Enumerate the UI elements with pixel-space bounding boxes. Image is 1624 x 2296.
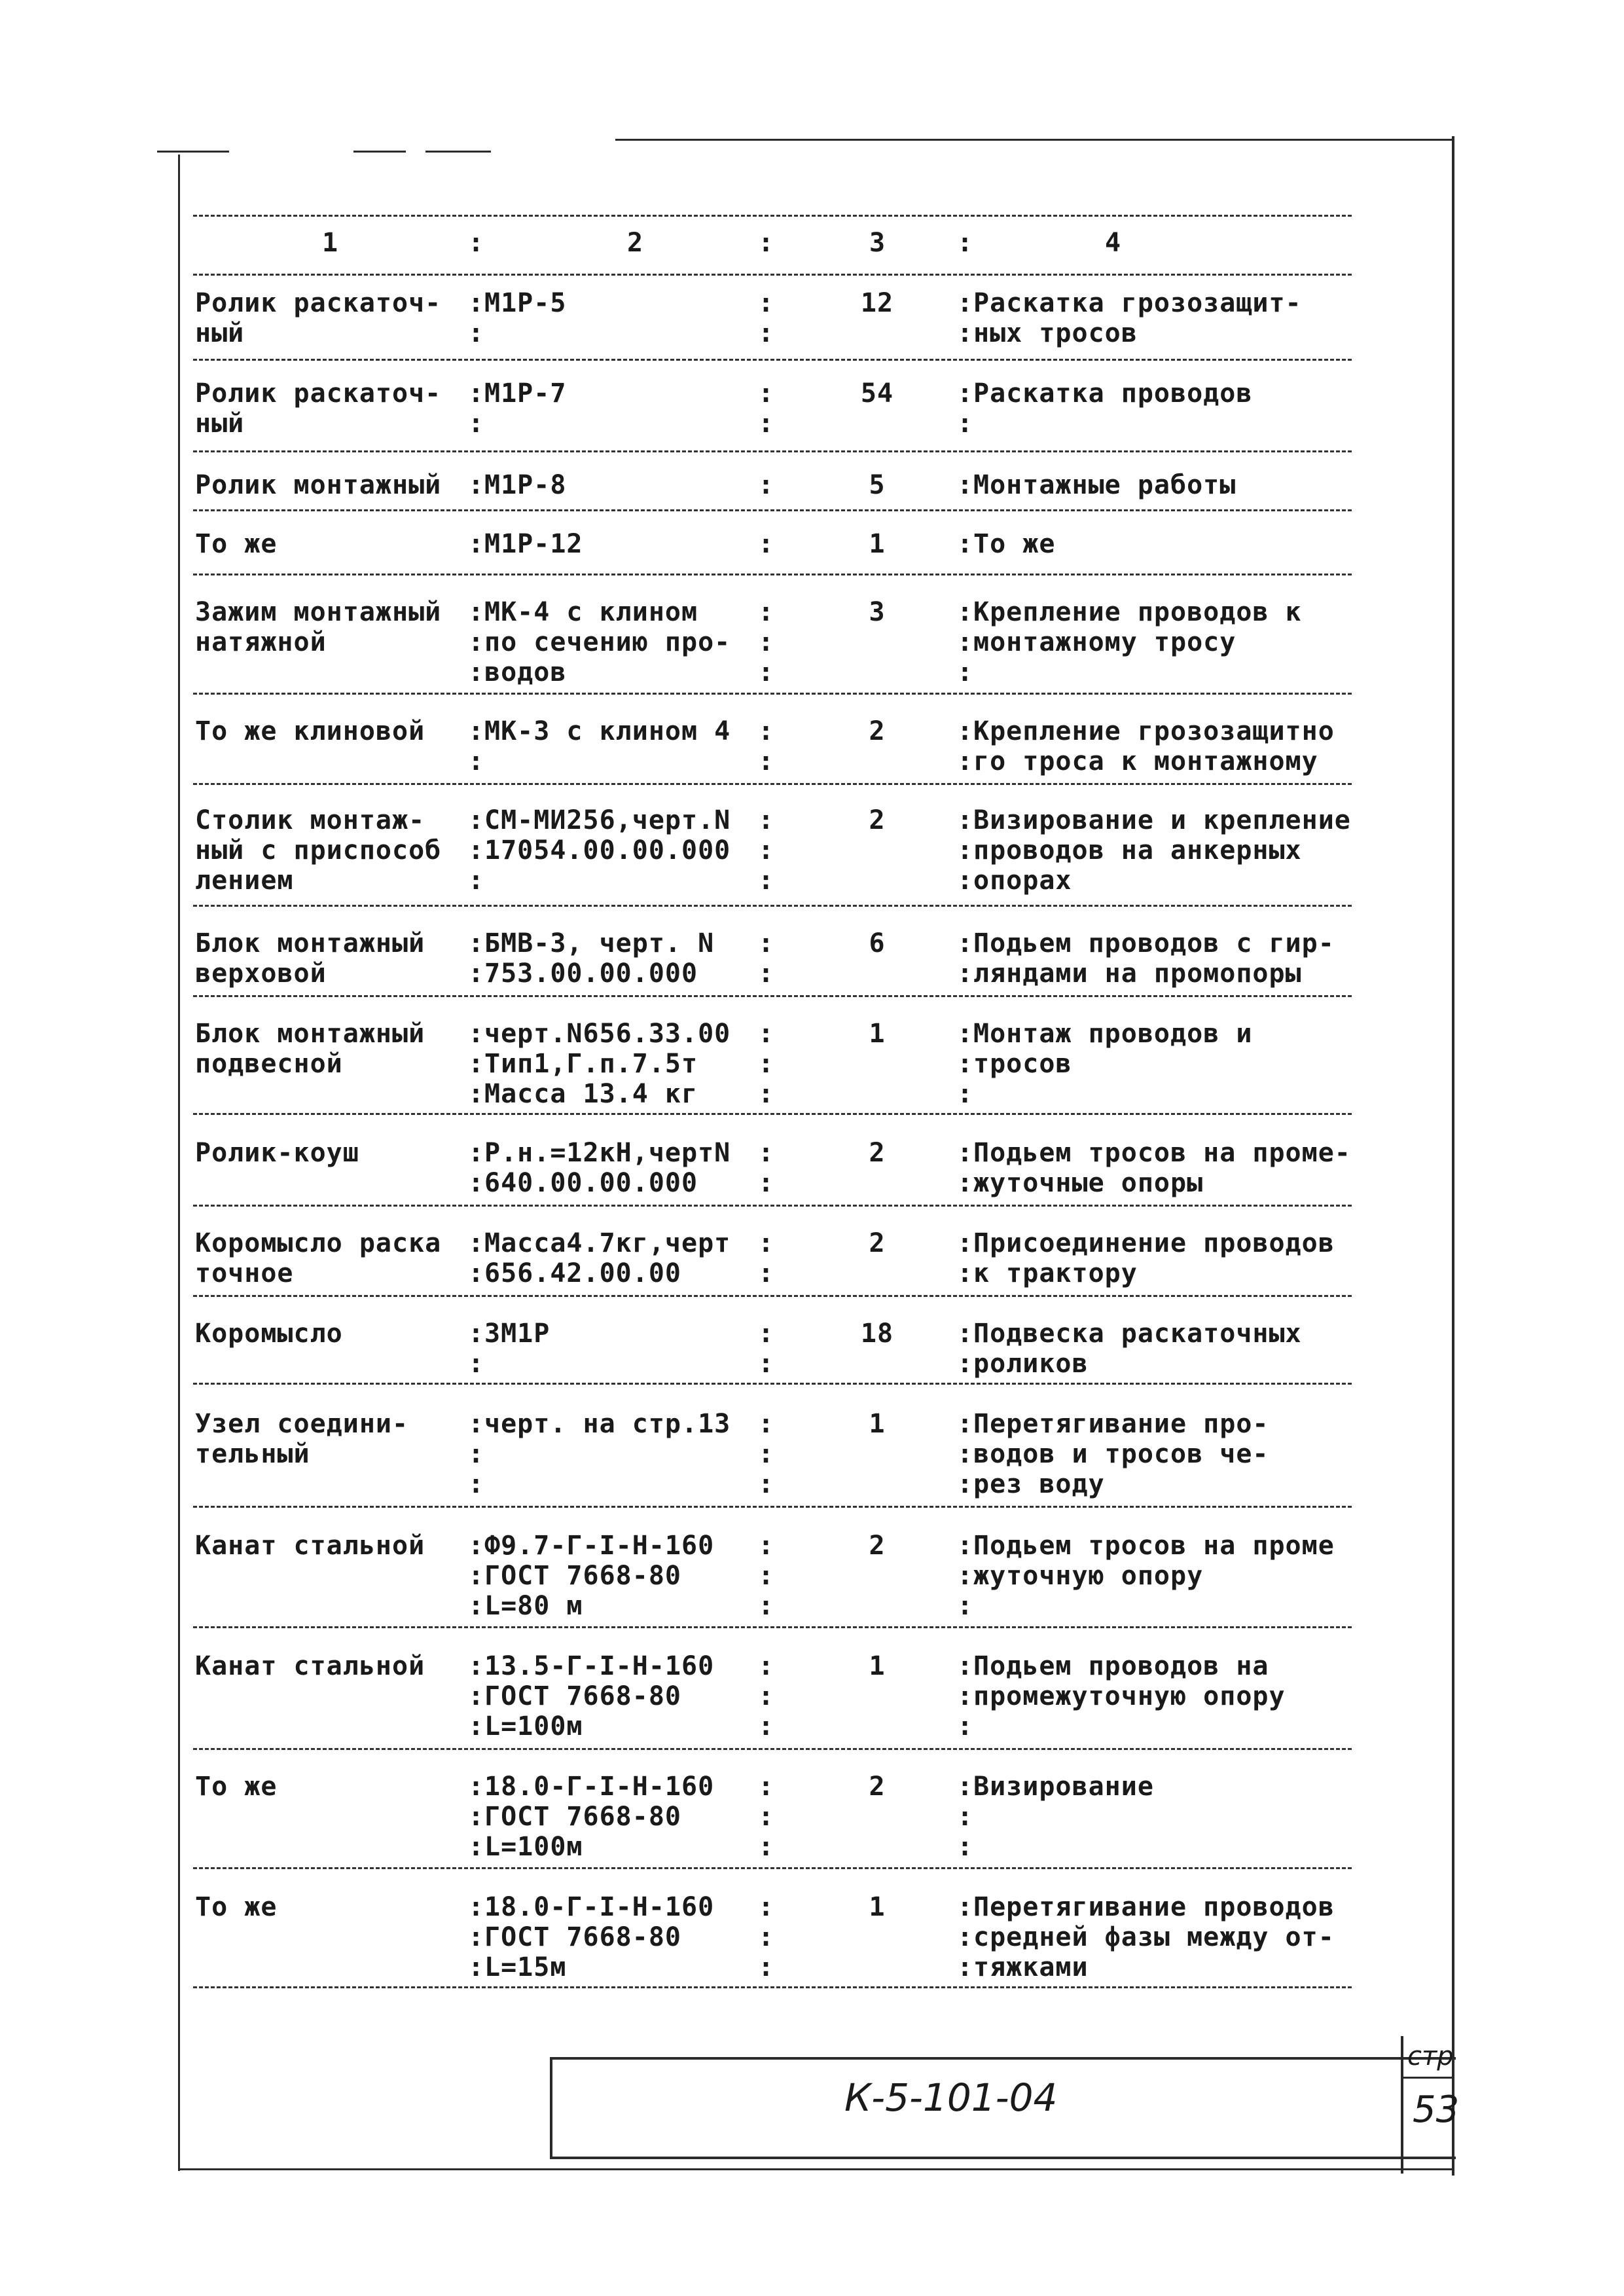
item-purpose: средней фазы между от- bbox=[973, 1922, 1335, 1952]
column-separator: : bbox=[468, 1892, 485, 1922]
item-purpose: Раскатка проводов bbox=[973, 378, 1253, 409]
item-name: То же bbox=[195, 529, 278, 559]
column-separator: : bbox=[468, 1922, 485, 1952]
item-purpose: То же bbox=[973, 529, 1056, 559]
column-separator: : bbox=[957, 958, 974, 989]
column-separator: : bbox=[957, 228, 974, 258]
column-separator: : bbox=[758, 805, 775, 835]
column-separator: : bbox=[957, 1802, 974, 1832]
item-spec: М1Р-8 bbox=[484, 470, 567, 500]
column-separator: : bbox=[758, 1802, 775, 1832]
item-name: тельный bbox=[195, 1439, 310, 1469]
column-separator: : bbox=[468, 1439, 485, 1469]
column-separator: : bbox=[758, 1591, 775, 1621]
item-purpose: Раскатка грозозащит- bbox=[973, 288, 1302, 318]
item-purpose: жуточные опоры bbox=[973, 1168, 1204, 1198]
column-separator: : bbox=[758, 866, 775, 896]
column-separator: : bbox=[957, 1349, 974, 1379]
row-separator-rule bbox=[193, 1506, 1352, 1508]
item-name: натяжной bbox=[195, 627, 327, 657]
item-name: То же клиновой bbox=[195, 716, 425, 746]
column-separator: : bbox=[758, 288, 775, 318]
row-separator-rule bbox=[193, 1867, 1352, 1869]
item-quantity: 1 bbox=[869, 1019, 886, 1049]
item-name: Коромысло bbox=[195, 1319, 343, 1349]
item-purpose: тяжками bbox=[973, 1952, 1089, 1982]
item-name: Коромысло раска bbox=[195, 1228, 442, 1258]
item-spec: ГОСТ 7668-80 bbox=[484, 1681, 681, 1711]
row-separator-rule bbox=[193, 995, 1352, 997]
column-separator: : bbox=[468, 1651, 485, 1681]
header-col-2: 2 bbox=[627, 228, 644, 258]
column-separator: : bbox=[758, 746, 775, 776]
item-quantity: 2 bbox=[869, 716, 886, 746]
column-separator: : bbox=[758, 1049, 775, 1079]
item-name: верховой bbox=[195, 958, 327, 989]
column-separator: : bbox=[957, 288, 974, 318]
item-spec: 18.0-Г-I-Н-160 bbox=[484, 1892, 715, 1922]
column-separator: : bbox=[957, 1138, 974, 1168]
column-separator: : bbox=[468, 1772, 485, 1802]
row-separator-rule bbox=[193, 1205, 1352, 1207]
row-separator-rule bbox=[193, 1626, 1352, 1628]
item-spec: ГОСТ 7668-80 bbox=[484, 1802, 681, 1832]
column-separator: : bbox=[468, 805, 485, 835]
item-quantity: 5 bbox=[869, 470, 886, 500]
column-separator: : bbox=[957, 1591, 974, 1621]
column-separator: : bbox=[758, 529, 775, 559]
item-quantity: 1 bbox=[869, 529, 886, 559]
column-separator: : bbox=[468, 1409, 485, 1439]
item-name: Узел соедини- bbox=[195, 1409, 409, 1439]
column-separator: : bbox=[758, 1561, 775, 1591]
item-quantity: 54 bbox=[860, 378, 894, 409]
column-separator: : bbox=[758, 409, 775, 439]
column-separator: : bbox=[468, 928, 485, 958]
column-separator: : bbox=[957, 1531, 974, 1561]
item-name: То же bbox=[195, 1772, 278, 1802]
column-separator: : bbox=[758, 1531, 775, 1561]
item-spec: L=80 м bbox=[484, 1591, 583, 1621]
table-top-rule bbox=[193, 215, 1352, 217]
item-name: ный bbox=[195, 318, 245, 348]
item-purpose: Монтажные работы bbox=[973, 470, 1236, 500]
header-col-1: 1 bbox=[322, 228, 339, 258]
column-separator: : bbox=[957, 1681, 974, 1711]
item-quantity: 2 bbox=[869, 805, 886, 835]
column-separator: : bbox=[468, 1681, 485, 1711]
column-separator: : bbox=[468, 1711, 485, 1741]
column-separator: : bbox=[468, 866, 485, 896]
column-separator: : bbox=[957, 1832, 974, 1862]
column-separator: : bbox=[758, 716, 775, 746]
frame-top-border-segment bbox=[353, 151, 406, 153]
item-name: ный bbox=[195, 409, 245, 439]
column-separator: : bbox=[758, 1439, 775, 1469]
column-separator: : bbox=[758, 1319, 775, 1349]
item-name: Ролик-коуш bbox=[195, 1138, 359, 1168]
column-separator: : bbox=[468, 1319, 485, 1349]
item-name: Канат стальной bbox=[195, 1651, 425, 1681]
item-spec: БМВ-3, черт. N bbox=[484, 928, 715, 958]
item-quantity: 2 bbox=[869, 1138, 886, 1168]
column-separator: : bbox=[468, 597, 485, 627]
column-separator: : bbox=[957, 835, 974, 866]
item-name: Зажим монтажный bbox=[195, 597, 442, 627]
column-separator: : bbox=[957, 1049, 974, 1079]
column-separator: : bbox=[758, 1349, 775, 1379]
column-separator: : bbox=[758, 1651, 775, 1681]
column-separator: : bbox=[758, 627, 775, 657]
item-name: подвесной bbox=[195, 1049, 343, 1079]
column-separator: : bbox=[468, 378, 485, 409]
column-separator: : bbox=[758, 1952, 775, 1982]
column-separator: : bbox=[468, 746, 485, 776]
row-separator-rule bbox=[193, 693, 1352, 695]
item-spec: L=100м bbox=[484, 1832, 583, 1862]
item-spec: 753.00.00.000 bbox=[484, 958, 698, 989]
frame-top-border-segment bbox=[157, 151, 229, 153]
column-separator: : bbox=[957, 378, 974, 409]
item-purpose: рез воду bbox=[973, 1469, 1105, 1499]
item-purpose: промежуточную опору bbox=[973, 1681, 1286, 1711]
column-separator: : bbox=[957, 529, 974, 559]
item-spec: черт.N656.33.00 bbox=[484, 1019, 731, 1049]
column-separator: : bbox=[957, 1228, 974, 1258]
column-separator: : bbox=[468, 1832, 485, 1862]
row-separator-rule bbox=[193, 450, 1352, 452]
item-purpose: Перетягивание про- bbox=[973, 1409, 1269, 1439]
column-separator: : bbox=[758, 1832, 775, 1862]
item-name: Канат стальной bbox=[195, 1531, 425, 1561]
item-spec: Масса4.7кг,черт bbox=[484, 1228, 731, 1258]
column-separator: : bbox=[468, 1561, 485, 1591]
column-separator: : bbox=[468, 409, 485, 439]
column-separator: : bbox=[758, 597, 775, 627]
column-separator: : bbox=[957, 1168, 974, 1198]
item-name: ный с приспособ bbox=[195, 835, 442, 866]
item-purpose: к трактору bbox=[973, 1258, 1138, 1288]
document-code: К-5-101-04 bbox=[844, 2075, 1058, 2120]
column-separator: : bbox=[957, 1079, 974, 1109]
header-col-4: 4 bbox=[1105, 228, 1122, 258]
item-spec: 17054.00.00.000 bbox=[484, 835, 731, 866]
column-separator: : bbox=[957, 627, 974, 657]
column-separator: : bbox=[758, 1711, 775, 1741]
column-separator: : bbox=[468, 1049, 485, 1079]
column-separator: : bbox=[957, 470, 974, 500]
item-purpose: монтажному тросу bbox=[973, 627, 1236, 657]
column-separator: : bbox=[468, 958, 485, 989]
item-spec: черт. на стр.13 bbox=[484, 1409, 731, 1439]
header-rule bbox=[193, 274, 1352, 276]
item-name: Ролик раскаточ- bbox=[195, 378, 442, 409]
item-quantity: 1 bbox=[869, 1409, 886, 1439]
column-separator: : bbox=[468, 627, 485, 657]
item-spec: МК-3 с клином 4 bbox=[484, 716, 731, 746]
item-purpose: Присоединение проводов bbox=[973, 1228, 1335, 1258]
column-separator: : bbox=[468, 657, 485, 687]
item-spec: 656.42.00.00 bbox=[484, 1258, 681, 1288]
column-separator: : bbox=[758, 378, 775, 409]
column-separator: : bbox=[957, 1409, 974, 1439]
column-separator: : bbox=[758, 1168, 775, 1198]
column-separator: : bbox=[758, 1409, 775, 1439]
column-separator: : bbox=[758, 928, 775, 958]
item-purpose: Подьем проводов на bbox=[973, 1651, 1269, 1681]
item-name: Столик монтаж- bbox=[195, 805, 425, 835]
item-purpose: Подьем тросов на проме bbox=[973, 1531, 1335, 1561]
column-separator: : bbox=[468, 1019, 485, 1049]
title-block-divider bbox=[1401, 2036, 1403, 2174]
column-separator: : bbox=[957, 928, 974, 958]
column-separator: : bbox=[468, 529, 485, 559]
column-separator: : bbox=[758, 1922, 775, 1952]
column-separator: : bbox=[758, 1469, 775, 1499]
column-separator: : bbox=[758, 228, 775, 258]
item-quantity: 2 bbox=[869, 1228, 886, 1258]
column-separator: : bbox=[758, 318, 775, 348]
item-quantity: 2 bbox=[869, 1531, 886, 1561]
column-separator: : bbox=[468, 1228, 485, 1258]
column-separator: : bbox=[468, 470, 485, 500]
column-separator: : bbox=[468, 1258, 485, 1288]
column-separator: : bbox=[957, 805, 974, 835]
item-name: лением bbox=[195, 866, 294, 896]
column-separator: : bbox=[468, 228, 485, 258]
column-separator: : bbox=[468, 318, 485, 348]
item-purpose: проводов на анкерных bbox=[973, 835, 1302, 866]
column-separator: : bbox=[957, 1019, 974, 1049]
column-separator: : bbox=[468, 1952, 485, 1982]
item-quantity: 3 bbox=[869, 597, 886, 627]
item-quantity: 1 bbox=[869, 1892, 886, 1922]
item-purpose: ных тросов bbox=[973, 318, 1138, 348]
item-purpose: водов и тросов че- bbox=[973, 1439, 1269, 1469]
item-spec: L=15м bbox=[484, 1952, 567, 1982]
column-separator: : bbox=[468, 1168, 485, 1198]
column-separator: : bbox=[758, 1258, 775, 1288]
column-separator: : bbox=[758, 1228, 775, 1258]
item-quantity: 2 bbox=[869, 1772, 886, 1802]
column-separator: : bbox=[957, 1561, 974, 1591]
column-separator: : bbox=[957, 1892, 974, 1922]
column-separator: : bbox=[758, 1079, 775, 1109]
item-spec: СМ-МИ256,черт.N bbox=[484, 805, 731, 835]
column-separator: : bbox=[758, 1138, 775, 1168]
item-quantity: 6 bbox=[869, 928, 886, 958]
column-separator: : bbox=[957, 318, 974, 348]
item-purpose: Визирование bbox=[973, 1772, 1154, 1802]
column-separator: : bbox=[758, 470, 775, 500]
column-separator: : bbox=[758, 1892, 775, 1922]
column-separator: : bbox=[758, 1019, 775, 1049]
item-purpose: роликов bbox=[973, 1349, 1089, 1379]
column-separator: : bbox=[758, 1681, 775, 1711]
item-purpose: Подвеска раскаточных bbox=[973, 1319, 1302, 1349]
item-spec: 3М1Р bbox=[484, 1319, 550, 1349]
item-quantity: 18 bbox=[860, 1319, 894, 1349]
item-spec: Масса 13.4 кг bbox=[484, 1079, 698, 1109]
item-purpose: ляндами на промопоры bbox=[973, 958, 1302, 989]
column-separator: : bbox=[957, 866, 974, 896]
column-separator: : bbox=[957, 1952, 974, 1982]
row-separator-rule bbox=[193, 1383, 1352, 1385]
frame-top-border-segment bbox=[615, 139, 1453, 141]
column-separator: : bbox=[758, 657, 775, 687]
item-purpose: жуточную опору bbox=[973, 1561, 1204, 1591]
row-separator-rule bbox=[193, 574, 1352, 575]
column-separator: : bbox=[468, 1349, 485, 1379]
row-separator-rule bbox=[193, 905, 1352, 907]
column-separator: : bbox=[957, 1922, 974, 1952]
column-separator: : bbox=[957, 1258, 974, 1288]
column-separator: : bbox=[957, 1469, 974, 1499]
frame-top-border-segment bbox=[425, 151, 491, 153]
column-separator: : bbox=[957, 597, 974, 627]
item-name: То же bbox=[195, 1892, 278, 1922]
title-block-page-separator bbox=[1401, 2077, 1453, 2079]
item-purpose: Крепление грозозащитно bbox=[973, 716, 1335, 746]
row-separator-rule bbox=[193, 783, 1352, 785]
item-spec: МК-4 с клином bbox=[484, 597, 698, 627]
row-separator-rule bbox=[193, 359, 1352, 361]
item-purpose: опорах bbox=[973, 866, 1072, 896]
item-quantity: 1 bbox=[869, 1651, 886, 1681]
item-spec: по сечению про- bbox=[484, 627, 731, 657]
item-spec: водов bbox=[484, 657, 567, 687]
row-separator-rule bbox=[193, 1295, 1352, 1297]
header-col-3: 3 bbox=[869, 228, 886, 258]
item-name: Ролик раскаточ- bbox=[195, 288, 442, 318]
column-separator: : bbox=[468, 288, 485, 318]
item-spec: М1Р-7 bbox=[484, 378, 567, 409]
column-separator: : bbox=[468, 1591, 485, 1621]
row-separator-rule bbox=[193, 1748, 1352, 1750]
column-separator: : bbox=[957, 1711, 974, 1741]
item-name: точное bbox=[195, 1258, 294, 1288]
item-spec: L=100м bbox=[484, 1711, 583, 1741]
item-purpose: Подьем проводов с гир- bbox=[973, 928, 1335, 958]
column-separator: : bbox=[758, 835, 775, 866]
column-separator: : bbox=[468, 1802, 485, 1832]
column-separator: : bbox=[468, 835, 485, 866]
column-separator: : bbox=[957, 716, 974, 746]
row-separator-rule bbox=[193, 1113, 1352, 1115]
column-separator: : bbox=[468, 716, 485, 746]
frame-right-border bbox=[1452, 136, 1454, 2176]
item-spec: Ф9.7-Г-I-Н-160 bbox=[484, 1531, 715, 1561]
item-purpose: тросов bbox=[973, 1049, 1072, 1079]
column-separator: : bbox=[468, 1079, 485, 1109]
column-separator: : bbox=[957, 1651, 974, 1681]
item-spec: 640.00.00.000 bbox=[484, 1168, 698, 1198]
item-spec: 13.5-Г-I-Н-160 bbox=[484, 1651, 715, 1681]
item-spec: Р.н.=12кН,чертN bbox=[484, 1138, 731, 1168]
item-spec: М1Р-12 bbox=[484, 529, 583, 559]
item-quantity: 12 bbox=[860, 288, 894, 318]
row-separator-rule bbox=[193, 509, 1352, 511]
column-separator: : bbox=[468, 1531, 485, 1561]
item-spec: М1Р-5 bbox=[484, 288, 567, 318]
item-purpose: Перетягивание проводов bbox=[973, 1892, 1335, 1922]
column-separator: : bbox=[957, 1439, 974, 1469]
row-separator-rule bbox=[193, 1986, 1352, 1988]
item-purpose: Крепление проводов к bbox=[973, 597, 1302, 627]
column-separator: : bbox=[957, 1319, 974, 1349]
column-separator: : bbox=[957, 657, 974, 687]
page-label: стр bbox=[1407, 2041, 1454, 2071]
column-separator: : bbox=[957, 409, 974, 439]
item-spec: 18.0-Г-I-Н-160 bbox=[484, 1772, 715, 1802]
item-purpose: го троса к монтажному bbox=[973, 746, 1318, 776]
item-purpose: Подьем тросов на проме- bbox=[973, 1138, 1351, 1168]
item-spec: Тип1,Г.п.7.5т bbox=[484, 1049, 698, 1079]
item-name: Ролик монтажный bbox=[195, 470, 442, 500]
page-number: 53 bbox=[1413, 2088, 1460, 2131]
column-separator: : bbox=[758, 958, 775, 989]
column-separator: : bbox=[957, 1772, 974, 1802]
item-spec: ГОСТ 7668-80 bbox=[484, 1922, 681, 1952]
item-purpose: Визирование и крепление bbox=[973, 805, 1351, 835]
frame-left-border bbox=[178, 155, 180, 2171]
frame-bottom-border bbox=[180, 2168, 1454, 2170]
item-name: Блок монтажный bbox=[195, 928, 425, 958]
column-separator: : bbox=[468, 1138, 485, 1168]
item-purpose: Монтаж проводов и bbox=[973, 1019, 1253, 1049]
column-separator: : bbox=[957, 746, 974, 776]
item-spec: ГОСТ 7668-80 bbox=[484, 1561, 681, 1591]
column-separator: : bbox=[758, 1772, 775, 1802]
item-name: Блок монтажный bbox=[195, 1019, 425, 1049]
column-separator: : bbox=[468, 1469, 485, 1499]
